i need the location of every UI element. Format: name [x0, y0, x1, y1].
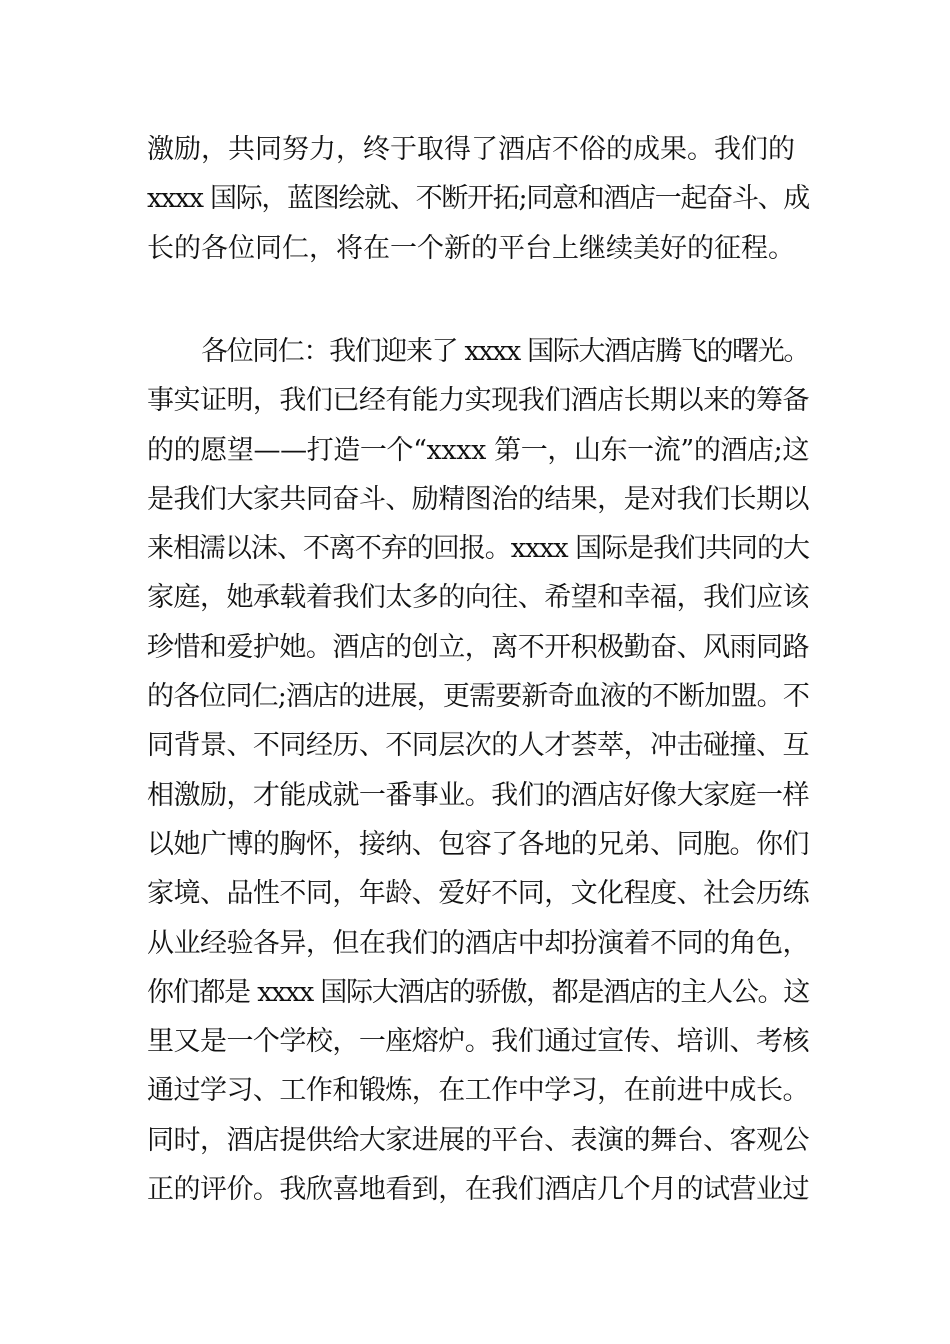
paragraph-line: 通过学习、工作和锻炼，在工作中学习，在前进中成长。 — [147, 1075, 809, 1107]
paragraph-line: 里又是一个学校，一座熔炉。我们通过宣传、培训、考核 — [147, 1026, 809, 1058]
paragraph-1 — [147, 125, 809, 273]
paragraph-line: 的的愿望——打造一个“xxxx 第一，山东一流”的酒店;这 — [147, 434, 809, 466]
paragraph-line: 你们都是 xxxx 国际大酒店的骄傲，都是酒店的主人公。这 — [147, 976, 809, 1008]
paragraph-line: 来相濡以沫、不离不弃的回报。xxxx 国际是我们共同的大 — [147, 533, 809, 565]
paragraph-line: 是我们大家共同奋斗、励精图治的结果，是对我们长期以 — [147, 483, 809, 515]
paragraph-2 — [147, 327, 809, 1214]
paragraph-line: 的各位同仁;酒店的进展，更需要新奇血液的不断加盟。不 — [147, 681, 809, 713]
paragraph-line: 家庭，她承载着我们太多的向往、希望和幸福，我们应该 — [147, 582, 809, 614]
paragraph-line: 长的各位同仁，将在一个新的平台上继续美好的征程。 — [147, 232, 795, 264]
paragraph-line: 以她广博的胸怀，接纳、包容了各地的兄弟、同胞。你们 — [147, 828, 809, 860]
paragraph-line: 事实证明，我们已经有能力实现我们酒店长期以来的筹备 — [147, 385, 809, 417]
paragraph-line: 同背景、不同经历、不同层次的人才荟萃，冲击碰撞、互 — [147, 730, 809, 762]
paragraph-line: 正的评价。我欣喜地看到，在我们酒店几个月的试营业过 — [147, 1174, 809, 1206]
paragraph-line: 激励，共同努力，终于取得了酒店不俗的成果。我们的 — [147, 134, 795, 165]
paragraph-line: 各位同仁：我们迎来了 xxxx 国际大酒店腾飞的曙光。 — [201, 336, 809, 367]
paragraph-line: xxxx 国际，蓝图绘就、不断开拓;同意和酒店一起奋斗、成 — [147, 183, 809, 215]
paragraph-line: 珍惜和爱护她。酒店的创立，离不开积极勤奋、风雨同路 — [147, 631, 809, 663]
paragraph-line: 家境、品性不同，年龄、爱好不同，文化程度、社会历练 — [147, 878, 809, 910]
paragraph-line: 从业经验各异，但在我们的酒店中却扮演着不同的角色， — [147, 927, 809, 959]
paragraph-line: 同时，酒店提供给大家进展的平台、表演的舞台、客观公 — [147, 1124, 809, 1156]
paragraph-line: 相激励，才能成就一番事业。我们的酒店好像大家庭一样 — [147, 779, 809, 811]
